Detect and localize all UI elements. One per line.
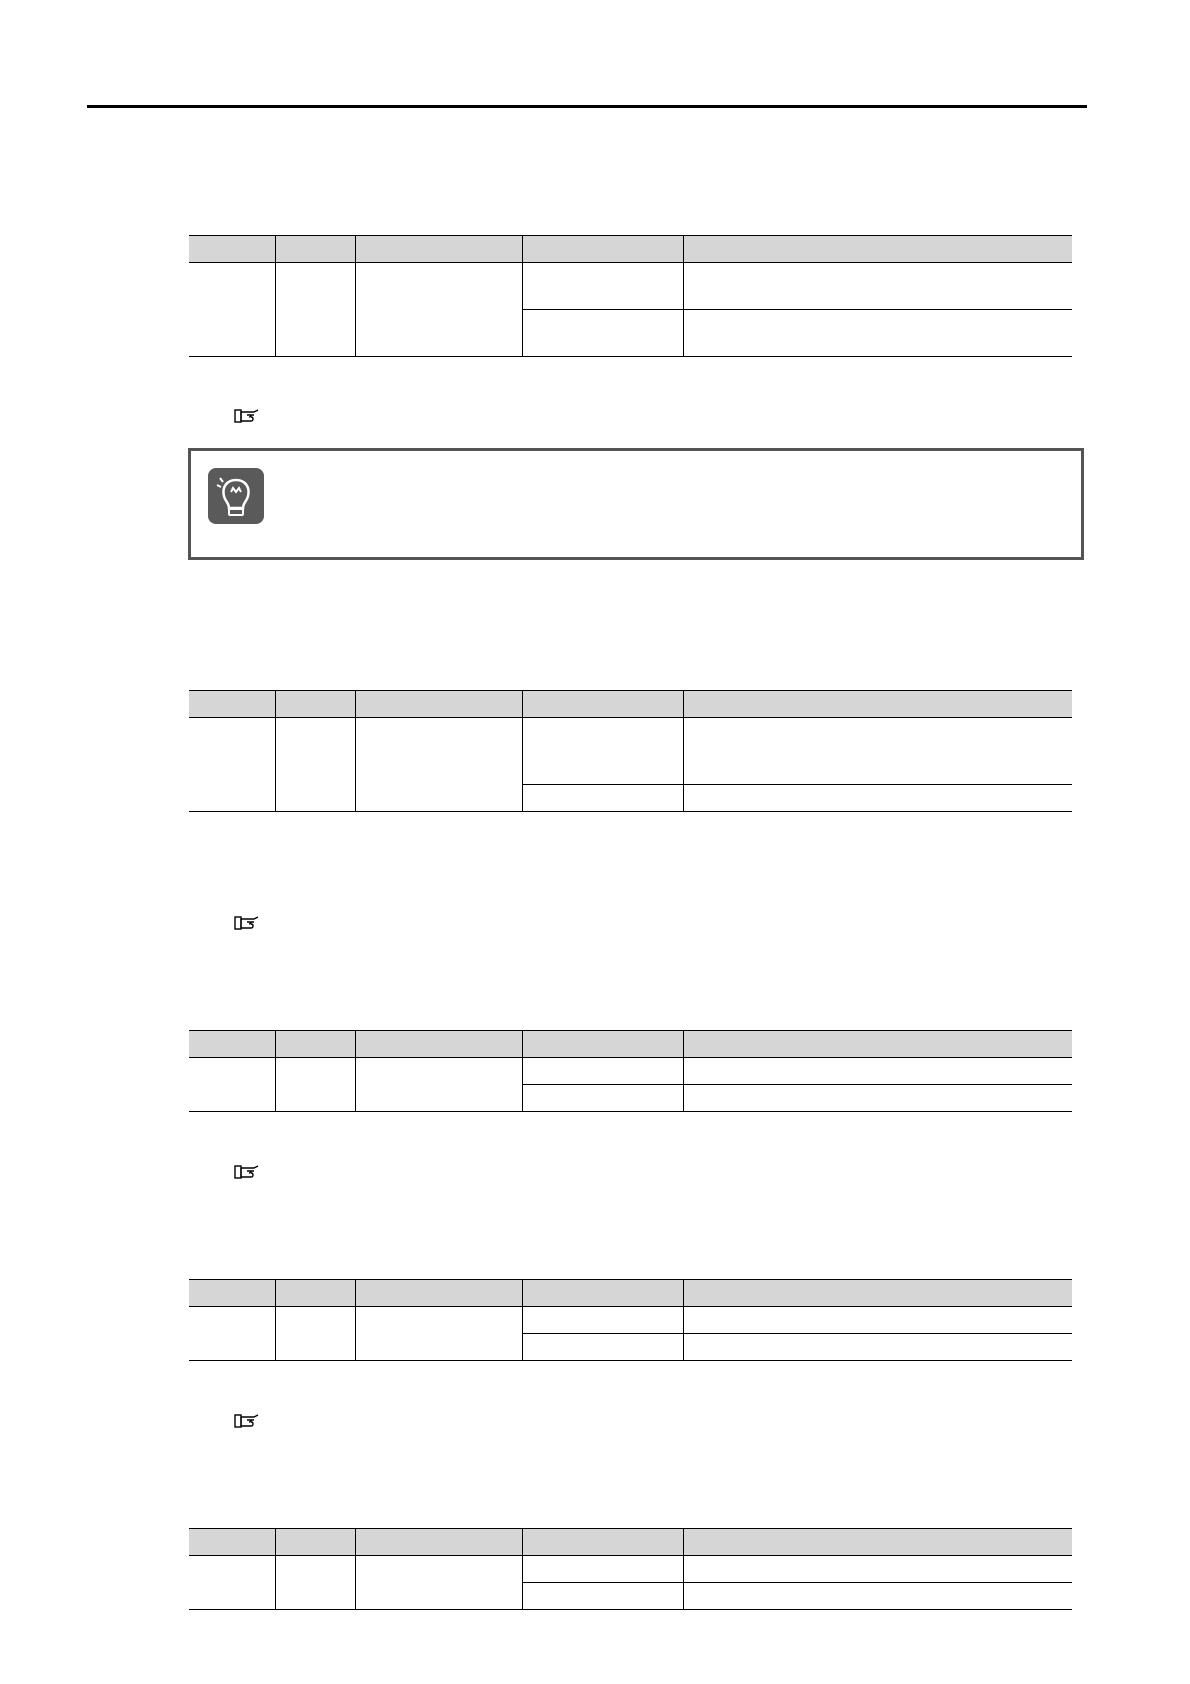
parameter-table-3 <box>189 1030 1072 1112</box>
parameter-table-2 <box>189 690 1072 812</box>
table-row <box>189 718 1072 785</box>
table-header-row <box>189 1529 1072 1556</box>
reference-icon <box>234 406 260 424</box>
lightbulb-icon <box>208 468 264 524</box>
table-row <box>189 1556 1072 1583</box>
header-rule <box>87 105 1087 108</box>
table-row <box>189 263 1072 310</box>
table-header-row <box>189 1280 1072 1307</box>
table-header-row <box>189 1031 1072 1058</box>
note-box <box>188 448 1084 560</box>
table-header-row <box>189 691 1072 718</box>
parameter-table-5 <box>189 1528 1072 1610</box>
reference-icon <box>234 1162 260 1180</box>
table-row <box>189 1058 1072 1085</box>
parameter-table-4 <box>189 1279 1072 1361</box>
reference-icon <box>234 913 260 931</box>
parameter-table-1 <box>189 235 1072 357</box>
reference-icon <box>234 1411 260 1429</box>
table-row <box>189 1307 1072 1334</box>
table-header-row <box>189 236 1072 263</box>
